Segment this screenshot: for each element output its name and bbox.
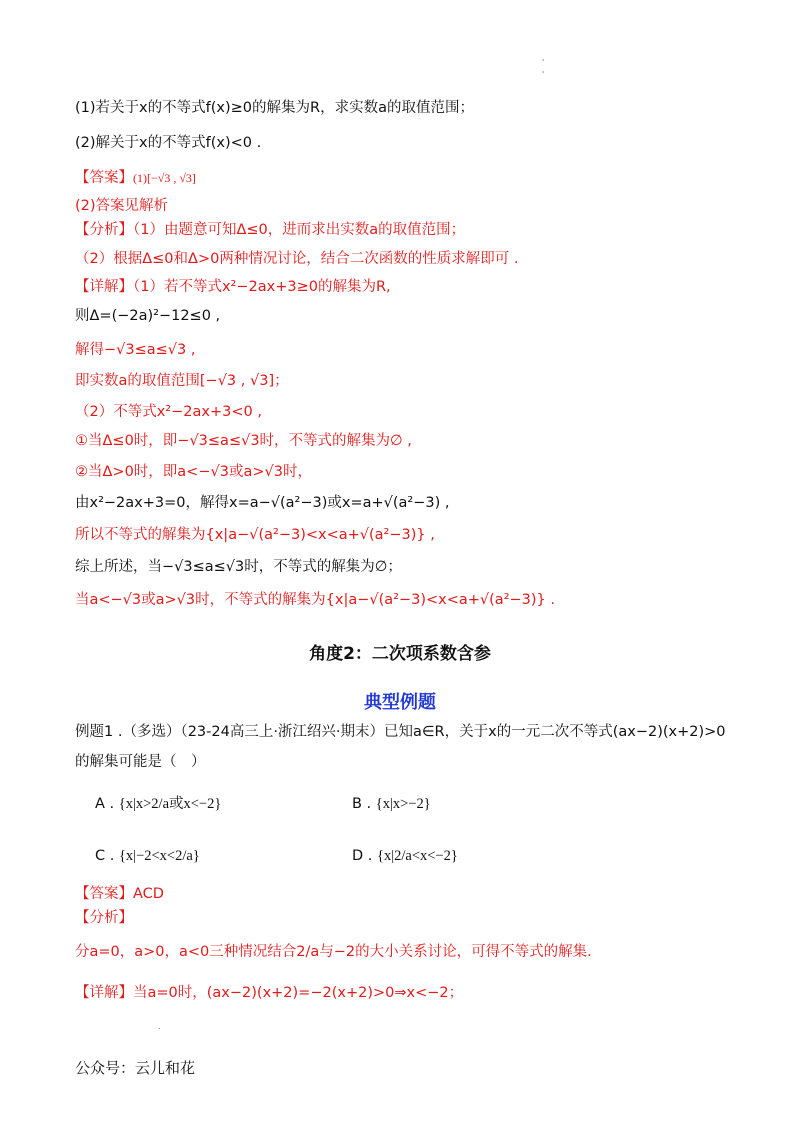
example-analysis-label: 【分析】 — [75, 910, 133, 926]
example-answer — [75, 884, 164, 904]
option-b-text: {x|x>−2} — [375, 796, 431, 812]
step-7: 由x²−2ax+3=0，解得x=a−√(a²−3)或x=a+√(a²−3) , — [75, 495, 450, 511]
question-part-2: (2)解关于x的不等式f(x)<0 . — [75, 135, 262, 151]
detail-1: （1）若不等式x²−2ax+3≥0的解集为R, — [133, 279, 391, 295]
option-c-label: C . — [95, 848, 115, 864]
answer-part-1: (1)[−√3 , √3] — [133, 171, 196, 185]
option-c — [95, 846, 200, 866]
example-analysis-text: 分a=0，a>0，a<0三种情况结合2/a与−2的大小关系讨论，可得不等式的解集. — [75, 944, 592, 960]
option-d-text: {x|2/a<x<−2} — [377, 848, 458, 864]
option-a-text: {x|x>2/a或x<−2} — [118, 796, 222, 812]
example-answer-value: ACD — [133, 886, 164, 902]
step-6: ②当Δ>0时，即a<−√3或a>√3时， — [75, 464, 312, 480]
example-detail-text: 当a=0时，(ax−2)(x+2)=−2(x+2)>0⇒x<−2； — [133, 985, 464, 1001]
question-part-1: (1)若关于x的不等式f(x)≥0的解集为R，求实数a的取值范围； — [75, 100, 474, 116]
detail-label: 【详解】 — [75, 279, 133, 295]
option-a-label: A . — [95, 796, 115, 812]
sub-heading: 典型例题 — [364, 692, 436, 713]
option-b — [352, 794, 431, 814]
step-5: ①当Δ≤0时，即−√3≤a≤√3时，不等式的解集为∅ , — [75, 433, 412, 449]
stray-mark: . — [158, 1022, 161, 1031]
option-c-text: {x|−2<x<2/a} — [118, 848, 200, 864]
section-heading: 角度2：二次项系数含参 — [309, 644, 491, 664]
answer-label: 【答案】 — [75, 170, 133, 186]
example-stem: 例题1 .（多选）（23-24高三上·浙江绍兴·期末）已知a∈R，关于x的一元二次不等式(ax−2)(x+2)>0 — [75, 724, 726, 740]
step-4: （2）不等式x²−2ax+3<0 , — [75, 404, 262, 420]
footer-text: 公众号：云儿和花 — [75, 1059, 196, 1077]
example-stem-2: 的解集可能是（ ） — [75, 754, 206, 770]
step-2: 解得−√3≤a≤√3 , — [75, 342, 196, 358]
option-a — [95, 794, 221, 814]
analysis-block — [75, 220, 465, 240]
option-d — [352, 846, 458, 866]
example-detail-label: 【详解】 — [75, 985, 133, 1001]
analysis-1: （1）由题意可知Δ≤0，进而求出实数a的取值范围； — [133, 222, 466, 238]
analysis-label: 【分析】 — [75, 222, 133, 238]
option-b-label: B . — [352, 796, 372, 812]
analysis-2: （2）根据Δ≤0和Δ>0两种情况讨论，结合二次函数的性质求解即可 . — [75, 251, 519, 267]
step-3: 即实数a的取值范围[−√3 , √3]； — [75, 373, 289, 389]
answer-part-2: (2)答案见解析 — [75, 198, 169, 214]
answer-block — [75, 168, 196, 188]
example-answer-label: 【答案】 — [75, 886, 133, 902]
example-detail — [75, 983, 463, 1003]
step-8: 所以不等式的解集为{x|a−√(a²−3)<x<a+√(a²−3)} , — [75, 527, 435, 543]
corner-mark: ' — [542, 58, 545, 67]
step-1: 则Δ=(−2a)²−12≤0 , — [75, 308, 221, 324]
step-9: 综上所述，当−√3≤a≤√3时，不等式的解集为∅； — [75, 559, 402, 575]
detail-block — [75, 277, 391, 297]
step-10: 当a<−√3或a>√3时，不等式的解集为{x|a−√(a²−3)<x<a+√(a²−3)} . — [75, 592, 555, 608]
option-d-label: D . — [352, 848, 373, 864]
corner-mark: ' — [542, 70, 545, 79]
